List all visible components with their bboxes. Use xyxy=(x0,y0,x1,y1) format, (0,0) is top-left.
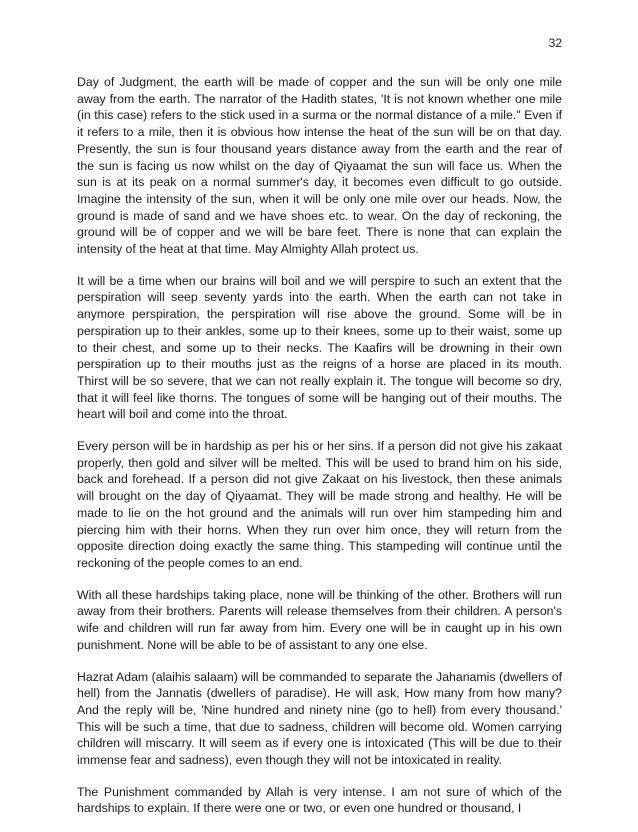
paragraph-punishment: The Punishment commanded by Allah is very intense. I am not sure of which of the hardships to explain. If there were one or two, or even one hundred or thousand, I xyxy=(77,784,562,816)
paragraph-zakaat-hardship: Every person will be in hardship as per his or her sins. If a person did not give his zakaat properly, then gold and silver will be melted. This will be used to brand him on his side, back and forehead. If a person did not give Zakaat on his livestock, then these animals will brought on the day of Qiyaamat. They will be made strong and healthy. He will be made to lie on the hot ground and the animals will run over him stampeding him and piercing him with their horns. When they run over him once, they will return from the opposite direction doing exactly the same thing. This stampeding will continue until the reckoning of the people comes to an end. xyxy=(77,439,562,570)
paragraph-hardships: With all these hardships taking place, none will be thinking of the other. Brothers will run away from their brothers. Parents will release themselves from their children. A person's wife and children will run far away from him. Every one will be in caught up in his own punishment. None will be able to be of assistant to any one else. xyxy=(77,587,562,652)
page-number: 32 xyxy=(548,36,562,50)
paragraph-perspiration: It will be a time when our brains will boil and we will perspire to such an extent that the perspiration will seep seventy yards into the earth. When the earth can not take in anymore perspiration, the perspiration will rise above the ground. Some will be in perspiration up to their ankles, some up to their knees, some up to their waist, some up to their chest, and some up to their necks. The Kaafirs will be drowning in their own perspiration up to their mouths just as the reigns of a horse are placed in its mouth. Thirst will be so severe, that we can not really explain it. The tongue will become so dry, that it will feel like thorns. The tongues of some will be hanging out of their mouths. The heart will boil and come into the throat. xyxy=(77,273,562,422)
paragraph-day-of-judgment: Day of Judgment, the earth will be made of copper and the sun will be only one mile away from the earth. The narrator of the Hadith states, 'It is not known whether one mile (in this case) refers to the stick used in a surma or the normal distance of a mile." Even if it refers to a mile, then it is obvious how intense the heat of the sun will be on that day. Presently, the sun is four thousand years distance away from the earth and the rear of the sun is facing us now whilst on the day of Qiyaamat the sun will face us. When the sun is at its peak on a normal summer's day, it becomes even difficult to go outside. Imagine the intensity of the sun, when it will be only one mile over our heads. Now, the ground is made of sand and we have shoes etc. to wear. On the day of reckoning, the ground will be of copper and we will be bare feet. There is none that can explain the intensity of the heat at that time. May Almighty Allah protect us. xyxy=(77,75,562,257)
document-body xyxy=(77,74,562,832)
paragraph-hazrat-adam: Hazrat Adam (alaihis salaam) will be commanded to separate the Jahanamis (dwellers of hell) from the Jannatis (dwellers of paradise). He will ask, How many from how many? And the reply will be, 'Nine hundred and ninety nine (go to hell) from every thousand.' This will be such a time, that due to sadness, children will become old. Women carrying children will miscarry. It will seem as if every one is intoxicated (This will be due to their immense fear and sadness), even though they will not be intoxicated in reality. xyxy=(77,669,562,768)
